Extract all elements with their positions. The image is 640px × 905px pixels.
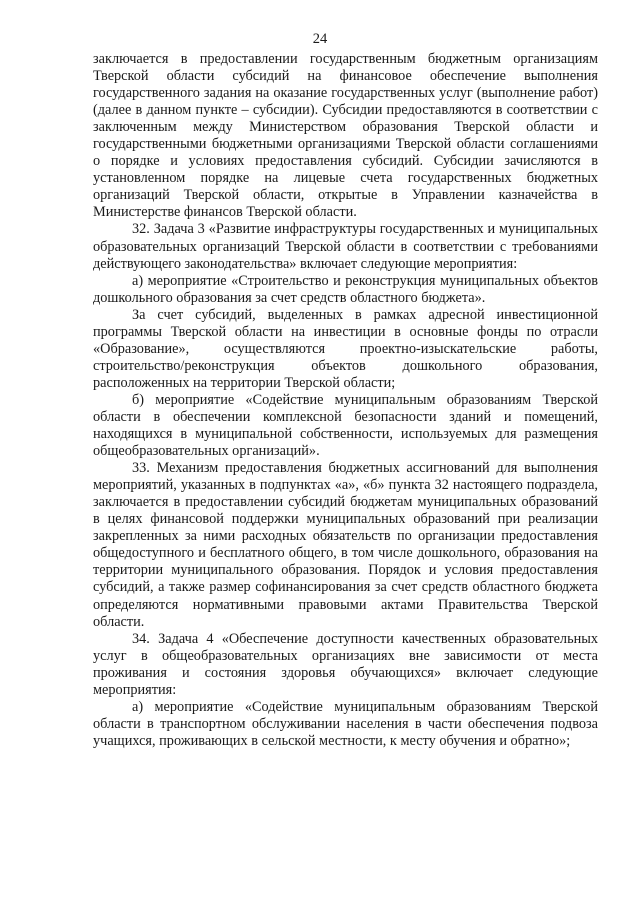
- paragraph-32-a-details: За счет субсидий, выделенных в рамках адресной инвестиционной программы Тверской области на инвестиции в основные фонды по отрасли «Образование», осуществляются проектно-изыскательские работы, строительство/реконструкция объектов дошкольного образования, расположенных на территории Тверской области;: [93, 306, 598, 391]
- paragraph-34: 34. Задача 4 «Обеспечение доступности качественных образовательных услуг в общеобразовательных организациях вне зависимости от места проживания и состояния здоровья обучающихся» включает следующие мероприятия:: [93, 630, 598, 698]
- paragraph-32-b: б) мероприятие «Содействие муниципальным образованиям Тверской области в обеспечении комплексной безопасности зданий и помещений, находящихся в муниципальной собственности, используемых для размещения общеобразовательных организаций».: [93, 391, 598, 460]
- page-number: 24: [312, 31, 328, 47]
- paragraph-32: 32. Задача 3 «Развитие инфраструктуры государственных и муниципальных образовательных организаций Тверской области в соответствии с требованиями действующего законодательства» включает следующие мероприятия:: [93, 221, 598, 272]
- paragraph-34-a: а) мероприятие «Содействие муниципальным образованиям Тверской области в транспортном обслуживании населения в части обеспечения подвоза учащихся, проживающих в сельской местности, к месту обучения и обратно»;: [93, 698, 598, 749]
- document-body: [93, 51, 598, 750]
- paragraph-33: 33. Механизм предоставления бюджетных ассигнований для выполнения мероприятий, указанных в подпунктах «а», «б» пункта 32 настоящего подраздела, заключается в предоставлении субсидий бюджетам муниципальных образований в целях финансовой поддержки муниципальных образований при реализации закрепленных за ними расходных обязательств по организации предоставления общедоступного и бесплатного общего, в том числе дошкольного, образования на территории муниципального образования. Порядок и условия предоставления субсидий, а также размер софинансирования за счет средств областного бюджета определяются нормативными правовыми актами Правительства Тверской области.: [93, 460, 598, 630]
- paragraph-32-a: а) мероприятие «Строительство и реконструкция муниципальных объектов дошкольного образования за счет средств областного бюджета».: [93, 272, 598, 306]
- paragraph-continuation: заключается в предоставлении государственным бюджетным организациям Тверской области субсидий на финансовое обеспечение выполнения государственного задания на оказание государственных услуг (выполнение работ) (далее в данном пункте – субсидии). Субсидии предоставляются в соответствии с заключенным между Министерством образования Тверской области и государственными бюджетными организациями Тверской области соглашениями о порядке и условиях предоставления субсидий. Субсидии зачисляются в установленном порядке на лицевые счета государственных бюджетных организаций Тверской области, открытые в Управлении казначейства в Министерстве финансов Тверской области.: [93, 51, 598, 221]
